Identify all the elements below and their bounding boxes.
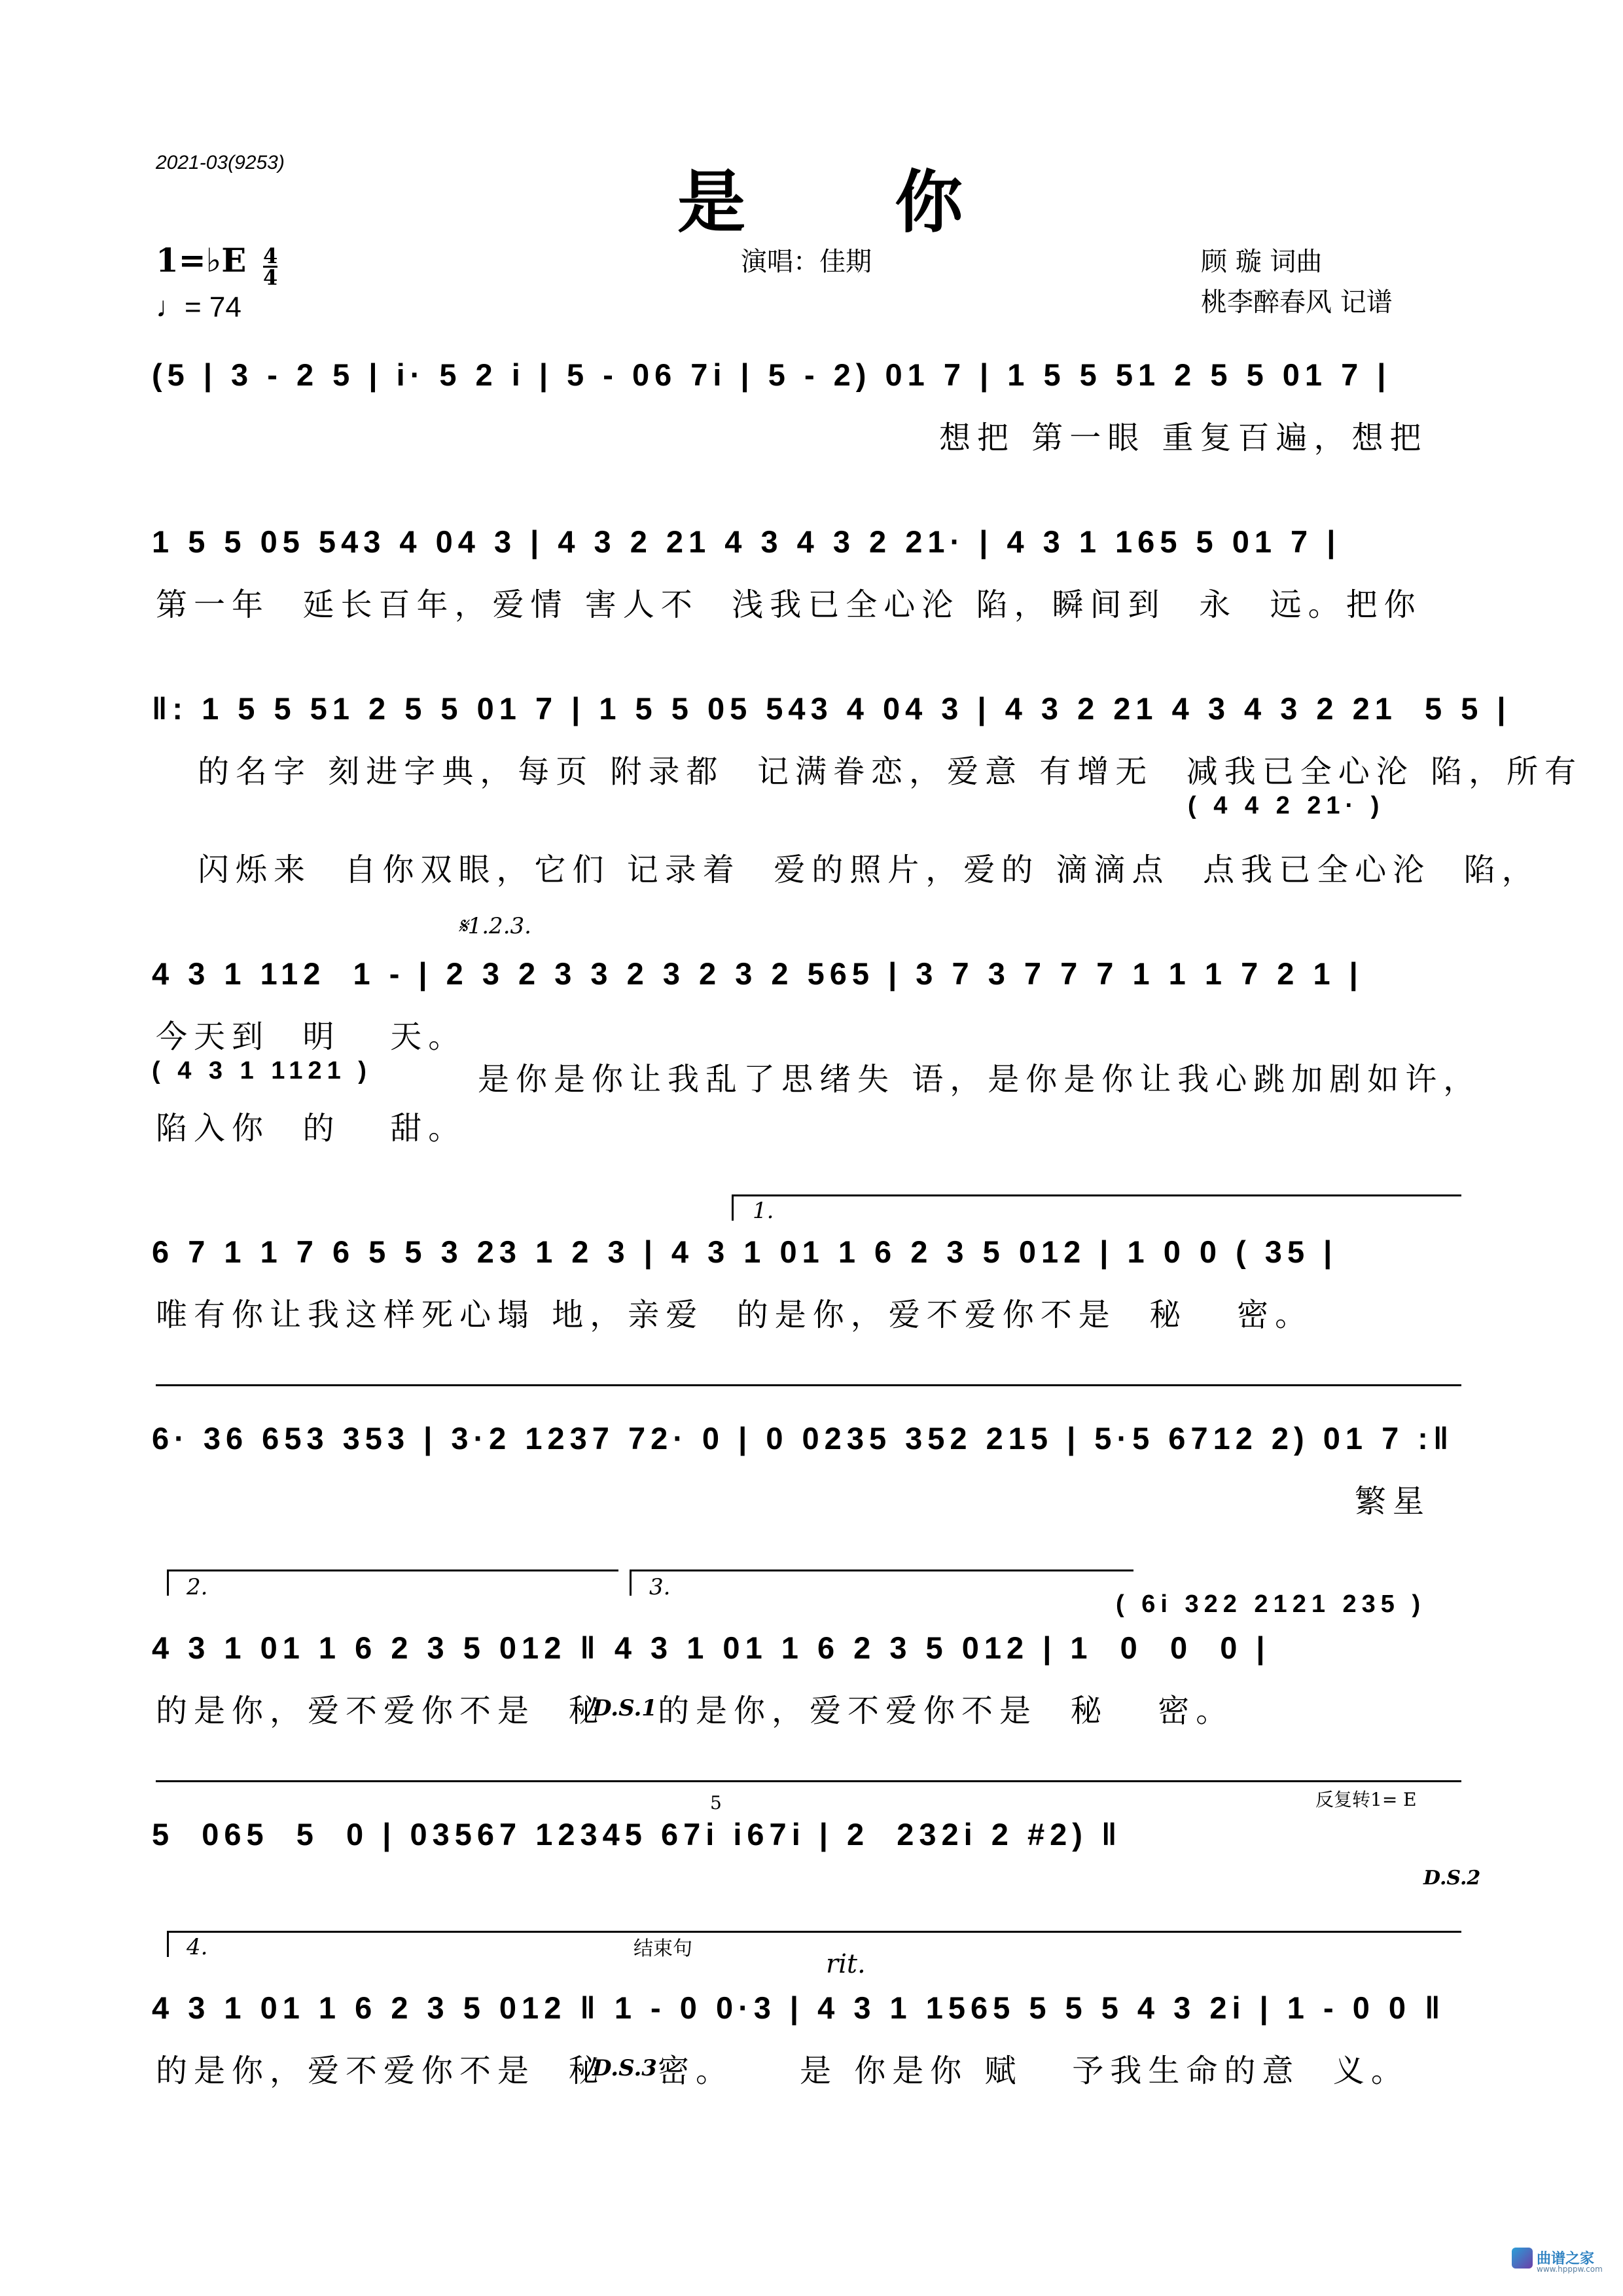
lyric-line-2: 第一年 延长百年，爱情 害人不 浅我已全心沦 陷，瞬间到 永 远。把你 [156,586,1422,623]
watermark-url: www.hpppw.com [1537,2265,1603,2274]
volta-2-line [167,1570,618,1571]
volta-3-tick [630,1570,632,1596]
notation-line-5: 6 7 1 1 7 6 5 5 3 23 1 2 3 | 4 3 1 01 1 6 2 3 5 012 | 1 0 0 ( 35 | [152,1234,1338,1269]
key-change-mark: 反复转1= E [1315,1789,1417,1810]
volta-1-label: 1. [753,1198,774,1224]
lyric-line-7b: 的是你，爱不爱你不是 秘 密。 [658,1693,1234,1729]
meter-bottom: 4 [263,265,278,290]
watermark-text: 曲谱之家 [1537,2251,1595,2267]
volta-4-label: 4. [187,1934,208,1960]
notation-line-7: 4 3 1 01 1 6 2 3 5 012 ‖ 4 3 1 01 1 6 2 3 5 012 | 1 0 0 0 | [152,1630,1270,1665]
watermark-icon [1512,2248,1533,2269]
volta-2-label: 2. [187,1574,208,1600]
lyric-line-1: 想把 第一眼 重复百遍，想把 [939,420,1428,456]
ds2-mark: D.S.2 [1423,1867,1481,1890]
lyric-line-9b: 密。 是 你是你 赋 予我生命的意 义。 [658,2053,1409,2089]
lyric-line-3b: 闪烁来 自你双眼，它们 记录着 爱的照片，爱的 滴滴点 点我已全心沦 陷， [198,852,1540,888]
segno-mark: 𝄋1.2.3. [458,913,531,939]
meter-top: 4 [263,243,278,268]
volta-3-line [630,1570,1133,1571]
notation-line-8: 5 065 5 0 | 03567 12345 67i i67i | 2 232i 2 #2) ‖ [152,1817,1122,1852]
notation-line-9: 4 3 1 01 1 6 2 3 5 012 ‖ 1 - 0 0·3 | 4 3 1 1565 5 5 5 4 3 2i | 1 - 0 0 ‖ [152,1990,1446,2025]
ds1-mark: D.S.1 [592,1695,657,1721]
rit-mark: rit. [826,1949,866,1979]
notation-line-2: 1 5 5 05 543 4 04 3 | 4 3 2 21 4 3 4 3 2 21· | 4 3 1 165 5 01 7 | [152,524,1341,559]
volta-1-line [732,1194,1461,1196]
lyric-line-4b: 陷入你 的 甜。 [156,1110,467,1147]
transcriber-credit: 桃李醉春风 记谱 [1201,287,1393,317]
notation-line-6: 6· 36 653 353 | 3·2 1237 72· 0 | 0 0235 352 215 | 5·5 6712 2) 01 7 :‖ [152,1421,1454,1456]
tuplet-mark: 5 [710,1792,722,1814]
notation-line-1: (5 | 3 - 2 5 | i· 5 2 i | 5 - 06 7i | 5 - 2) 01 7 | 1 5 5 51 2 5 5 01 7 | [152,357,1391,392]
song-title: 是 你 [677,162,1026,242]
bracket-line-8 [156,1780,1461,1782]
volta-2-tick [167,1570,169,1596]
lyric-line-4-refrain: 是你是你让我乱了思绪失 语，是你是你让我心跳加剧如许， [478,1061,1482,1098]
volta-1-tick [732,1194,734,1221]
alt-notes-line-3: ( 4 4 2 21· ) [1188,792,1385,819]
score-code: 2021-03(9253) [156,152,285,173]
watermark-logo [1512,2245,1610,2276]
repeat-bracket-line [156,1384,1461,1386]
coda-line [618,1931,1461,1933]
lyric-line-4a: 今天到 明 天。 [156,1018,467,1055]
lyric-line-6: 繁星 [1355,1483,1431,1520]
tempo-marking: ♩= 74 [156,291,241,323]
lyric-line-3a: 的名字 刻进字典，每页 附录都 记满眷恋，爱意 有增无 减我已全心沦 陷，所有 [198,753,1583,790]
notation-line-4: 4 3 1 112 1 - | 2 3 2 3 3 2 3 2 3 2 565 | 3 7 3 7 7 7 1 1 1 7 2 1 | [152,956,1363,991]
lyric-line-7a: 的是你，爱不爱你不是 秘 [156,1693,607,1729]
key-signature: 1=♭E [156,241,247,279]
alt-notes-line-4: ( 4 3 1 1121 ) [152,1057,372,1085]
coda-label: 结束句 [633,1937,692,1960]
notation-line-3: ‖: 1 5 5 51 2 5 5 01 7 | 1 5 5 05 543 4 04 3 | 4 3 2 21 4 3 4 3 2 21 5 5 | [152,691,1511,726]
lyric-line-9a: 的是你，爱不爱你不是 秘 [156,2053,607,2089]
volta-4-line [167,1931,618,1933]
composer-credit: 顾 璇 词曲 [1201,247,1323,277]
volta-4-tick [167,1931,169,1957]
ds3-mark: D.S.3 [592,2055,657,2081]
lyric-line-5: 唯有你让我这样死心塌 地，亲爱 的是你，爱不爱你不是 秘 密。 [156,1297,1313,1333]
volta-3-label: 3. [649,1574,671,1600]
singer-credit: 演唱：佳期 [741,247,872,277]
alt-notes-line-7: ( 6i 322 2121 235 ) [1116,1590,1426,1618]
time-signature [263,243,278,290]
